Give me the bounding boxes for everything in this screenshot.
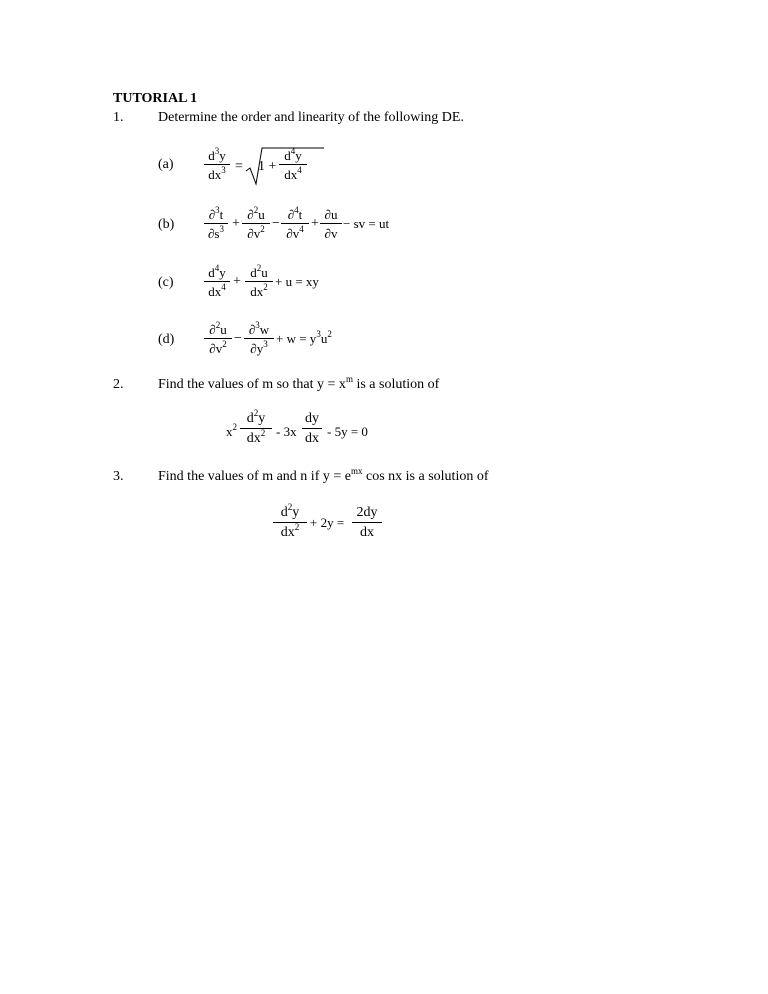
minus-3x: - 3x: [276, 424, 297, 439]
plus-b1: +: [232, 216, 240, 231]
plus-b2: +: [311, 216, 319, 231]
equals-a: =: [235, 159, 243, 174]
fraction-b2: ∂$^2$u $\partial v^2$: [242, 208, 270, 240]
fraction-c1: $d^4y$ $dx^4$: [204, 266, 230, 298]
fraction-b3: ∂$^4$t $\partial v^4$: [281, 208, 309, 240]
fraction-b1: ∂$^3$t $\partial s^3$: [204, 208, 228, 240]
question-3-text: Find the values of m and n if $y = e^{mx}$ cos nx is a solution of: [158, 466, 489, 484]
question-2-text: Find the values of m so that $y = x^m$ is a solution of: [158, 374, 440, 392]
fraction-2a: $d^2y$ $dx^2$: [240, 412, 272, 446]
fraction-2b: dy dx: [302, 412, 322, 446]
document-title: TUTORIAL 1: [113, 91, 198, 106]
fraction-b4: ∂u ∂v: [320, 208, 342, 240]
tail-b: − sv = ut: [343, 216, 390, 231]
fraction-a2: $d^4y$ $dx^4$: [279, 149, 307, 181]
question-1-number: 1.: [113, 110, 124, 125]
fraction-a1: $d^3y$ $dx^3$: [204, 149, 230, 181]
tail-d: + $w = y^3u^2$: [276, 329, 332, 346]
one-plus-a: 1 +: [258, 159, 277, 174]
tail-c: + u = xy: [275, 274, 319, 289]
question-3-number: 3.: [113, 469, 124, 484]
plus-c1: +: [233, 274, 241, 289]
fraction-3b: 2dy dx: [352, 506, 382, 540]
label-b: (b): [158, 217, 175, 232]
x-squared: $x^2$: [226, 422, 237, 439]
question-2-number: 2.: [113, 377, 124, 392]
label-c: (c): [158, 275, 174, 290]
minus-b: −: [272, 216, 280, 231]
fraction-c2: $d^2u$ $dx^2$: [245, 266, 273, 298]
fraction-d2: ∂$^3$w $\partial y^3$: [244, 323, 274, 355]
question-1-text: Determine the order and linearity of the following DE.: [158, 110, 464, 125]
plus-2y-equals: + 2y =: [310, 515, 345, 530]
label-a: (a): [158, 157, 174, 172]
fraction-d1: ∂$^2$u $\partial v^2$: [204, 323, 232, 355]
label-d: (d): [158, 332, 175, 347]
fraction-3a: $d^2y$ $dx^2$: [273, 506, 307, 540]
tail-2: - 5y = 0: [327, 424, 368, 439]
minus-d: −: [234, 331, 242, 346]
